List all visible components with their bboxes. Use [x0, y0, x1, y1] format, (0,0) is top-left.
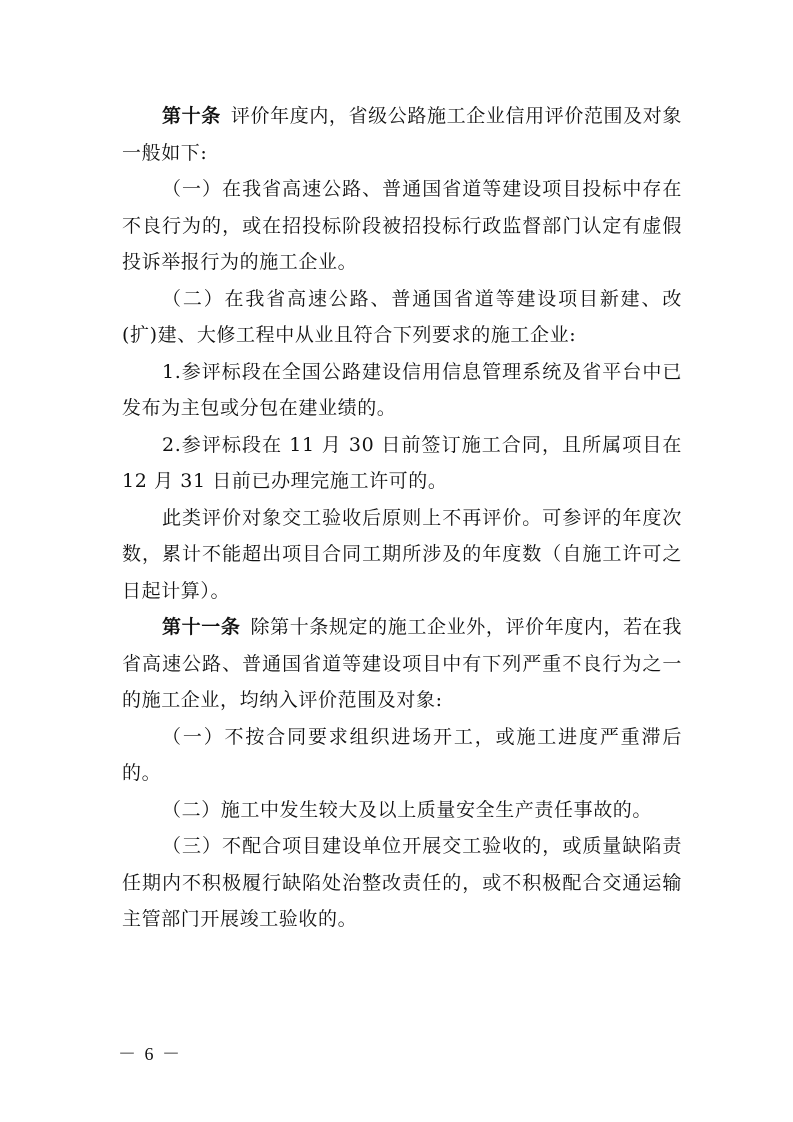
- article-11-heading: 第十一条: [162, 616, 241, 638]
- article-11-item-1: （一）不按合同要求组织进场开工，或施工进度严重滞后的。: [122, 725, 682, 784]
- article-10-heading: 第十条: [162, 105, 221, 127]
- article-10-note: 此类评价对象交工验收后原则上不再评价。可参评的年度次数，累计不能超出项目合同工期所涉及的年度数（自施工许可之日起计算）。: [122, 506, 682, 602]
- article-10-intro-text: 评价年度内，省级公路施工企业信用评价范围及对象一般如下:: [122, 105, 682, 164]
- article-10-intro: [122, 98, 682, 171]
- article-10-sub-2: 2.参评标段在 11 月 30 日前签订施工合同，且所属项目在 12 月 31 日前已办理完施工许可的。: [122, 433, 682, 492]
- article-11-intro-text: 除第十条规定的施工企业外，评价年度内，若在我省高速公路、普通国省道等建设项目中有下列严重不良行为之一的施工企业，均纳入评价范围及对象:: [122, 616, 682, 711]
- article-10-item-1: （一）在我省高速公路、普通国省道等建设项目投标中存在不良行为的，或在招投标阶段被招投标行政监督部门认定有虚假投诉举报行为的施工企业。: [122, 178, 682, 273]
- article-11-item-3: （三）不配合项目建设单位开展交工验收的，或质量缺陷责任期内不积极履行缺陷处治整改责任的，或不积极配合交通运输主管部门开展竣工验收的。: [122, 835, 682, 930]
- article-10-item-2: （二）在我省高速公路、普通国省道等建设项目新建、改(扩)建、大修工程中从业且符合下列要求的施工企业:: [122, 287, 682, 346]
- page-number: － 6 －: [118, 1044, 182, 1064]
- article-10-sub-1: 1.参评标段在全国公路建设信用信息管理系统及省平台中已发布为主包或分包在建业绩的。: [122, 360, 682, 419]
- article-11-intro: [122, 609, 682, 719]
- article-11-item-2: （二）施工中发生较大及以上质量安全生产责任事故的。: [162, 798, 653, 821]
- page-body: [122, 98, 682, 938]
